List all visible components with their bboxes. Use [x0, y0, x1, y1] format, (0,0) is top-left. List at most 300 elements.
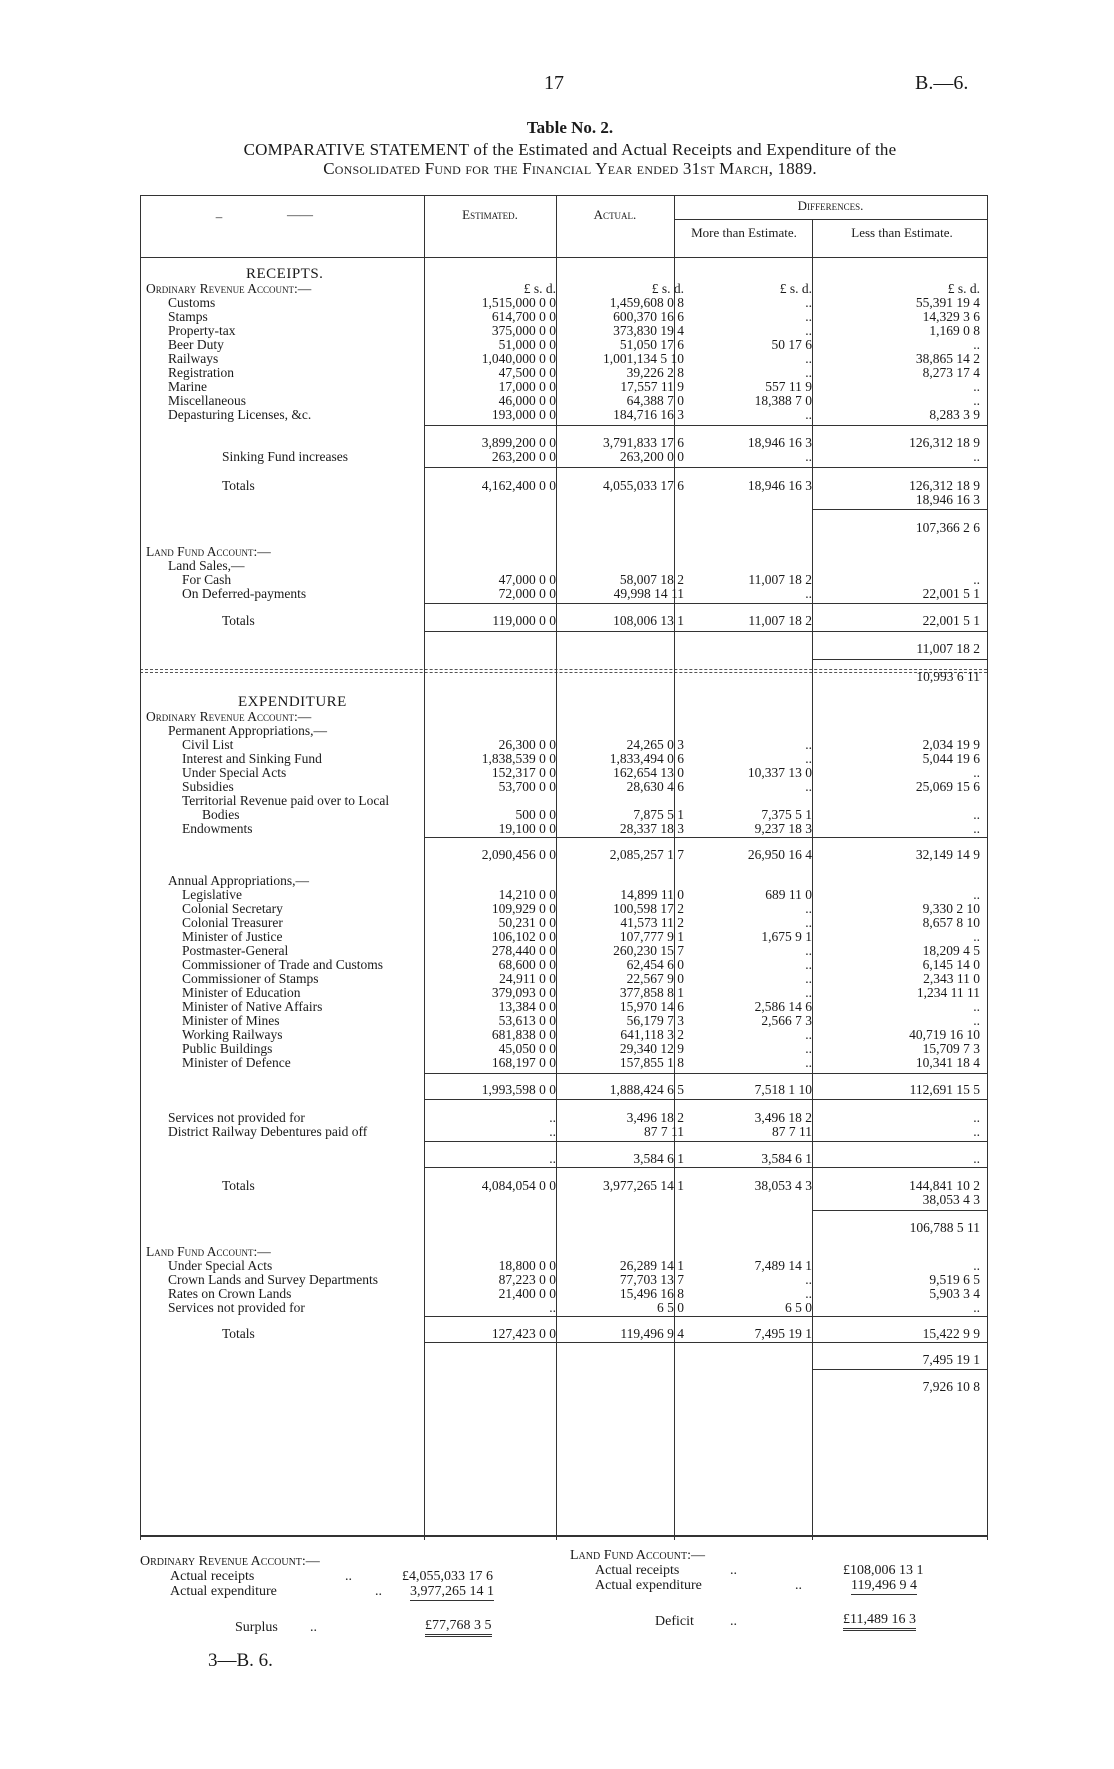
table-row [140, 971, 987, 986]
actual-cell: 6 5 0 [657, 1300, 684, 1315]
estimated-cell: 87,223 0 0 [498, 1272, 556, 1287]
estimated-cell: 46,000 0 0 [498, 393, 556, 408]
summary-ordinary-receipts-label: Actual receipts [170, 1569, 255, 1584]
table-row [140, 1110, 987, 1125]
table-row [140, 737, 987, 752]
rule [424, 1141, 556, 1142]
rule [812, 1167, 987, 1168]
more-cell: .. [805, 295, 812, 310]
rule [674, 425, 812, 426]
more-cell: 9,237 18 3 [754, 821, 812, 836]
table-row [140, 478, 987, 493]
header-actual: Actual. [593, 207, 637, 222]
less-cell: .. [973, 1300, 980, 1315]
table-row [140, 985, 987, 1000]
more-cell: 7,518 1 10 [754, 1082, 812, 1097]
table-row [140, 821, 987, 836]
estimated-cell: 24,911 0 0 [499, 971, 556, 986]
less-cell: 126,312 18 9 [909, 478, 980, 493]
row-label: Minister of Defence [182, 1055, 291, 1070]
estimated-cell: 4,162,400 0 0 [481, 478, 556, 493]
actual-cell: 22,567 9 0 [626, 971, 684, 986]
actual-cell: 377,858 8 1 [619, 985, 684, 1000]
table-row [140, 709, 987, 724]
estimated-cell: 278,440 0 0 [491, 943, 556, 958]
table-row [140, 847, 987, 862]
table-row [140, 1379, 987, 1394]
less-cell: .. [973, 449, 980, 464]
more-cell: 557 11 9 [765, 379, 812, 394]
estimated-cell: 1,515,000 0 0 [481, 295, 556, 310]
more-cell: 11,007 18 2 [748, 572, 812, 587]
more-cell: .. [805, 323, 812, 338]
more-cell: 26,950 16 4 [747, 847, 812, 862]
table-row [140, 544, 987, 559]
actual-cell: 157,855 1 8 [619, 1055, 684, 1070]
more-cell: .. [805, 943, 812, 958]
actual-cell: 15,496 16 8 [619, 1286, 684, 1301]
row-label: Commissioner of Stamps [182, 971, 319, 986]
row-label: Bodies [202, 807, 240, 822]
table-row [140, 929, 987, 944]
estimated-cell: 68,600 0 0 [498, 957, 556, 972]
title-line-2: Consolidated Fund for the Financial Year ended 31st March, 1889. [323, 159, 817, 178]
rule [812, 509, 987, 510]
actual-cell: 3,584 6 1 [633, 1151, 684, 1166]
more-cell: .. [805, 1272, 812, 1287]
summary-dots: .. [345, 1569, 352, 1584]
more-cell: 7,489 14 1 [754, 1258, 812, 1273]
actual-cell: 14,899 11 0 [620, 887, 684, 902]
table-row [140, 572, 987, 587]
actual-cell: 600,370 16 6 [613, 309, 684, 324]
actual-cell: 260,230 15 7 [613, 943, 684, 958]
estimated-cell: 500 0 0 [515, 807, 556, 822]
estimated-cell: 45,050 0 0 [498, 1041, 556, 1056]
actual-cell: 100,598 17 2 [613, 901, 684, 916]
estimated-cell: 1,838,539 0 0 [481, 751, 556, 766]
header-differences: Differences. [797, 198, 864, 213]
row-label: Subsidies [182, 779, 234, 794]
less-cell: 38,053 4 3 [922, 1192, 980, 1207]
more-cell: .. [805, 971, 812, 986]
less-cell: .. [973, 1151, 980, 1166]
rule [674, 1073, 812, 1074]
less-cell: 2,034 19 9 [922, 737, 980, 752]
less-cell: .. [973, 379, 980, 394]
estimated-cell: 106,102 0 0 [491, 929, 556, 944]
more-cell: 3,496 18 2 [754, 1110, 812, 1125]
estimated-cell: 379,093 0 0 [491, 985, 556, 1000]
actual-cell: 3,977,265 14 1 [603, 1178, 684, 1193]
more-cell: 18,946 16 3 [747, 478, 812, 493]
more-cell: 10,337 13 0 [747, 765, 812, 780]
actual-cell: 162,654 13 0 [613, 765, 684, 780]
actual-cell: 28,630 4 6 [626, 779, 684, 794]
table-row [140, 915, 987, 930]
estimated-cell: 1,993,598 0 0 [481, 1082, 556, 1097]
more-cell: .. [805, 1286, 812, 1301]
row-label: Civil List [182, 737, 234, 752]
summary-dots: .. [730, 1614, 737, 1629]
less-cell: 40,719 16 10 [909, 1027, 980, 1042]
actual-cell: 77,703 13 7 [619, 1272, 684, 1287]
less-cell: 22,001 5 1 [922, 613, 980, 628]
more-cell: 2,586 14 6 [754, 999, 812, 1014]
table-row [140, 1272, 987, 1287]
estimated-cell: 1,040,000 0 0 [481, 351, 556, 366]
table-row [140, 351, 987, 366]
section-heading: RECEIPTS. [246, 266, 324, 282]
less-cell: 14,329 3 6 [922, 309, 980, 324]
rule [424, 425, 556, 426]
rule [674, 1342, 812, 1343]
row-label: Miscellaneous [168, 393, 246, 408]
rule [424, 1316, 556, 1317]
row-label: Crown Lands and Survey Departments [168, 1272, 378, 1287]
table-row [140, 365, 987, 380]
header-estimated: Estimated. [462, 207, 518, 222]
estimated-cell: .. [549, 1110, 556, 1125]
rule [812, 425, 987, 426]
row-label: Services not provided for [168, 1300, 305, 1315]
estimated-cell: £ s. d. [523, 281, 556, 296]
more-cell: 2,566 7 3 [761, 1013, 812, 1028]
table-row [140, 1220, 987, 1235]
estimated-cell: 2,090,456 0 0 [481, 847, 556, 862]
row-label: Totals [222, 613, 255, 628]
summary-land-expenditure: 119,496 9 4 [851, 1578, 917, 1593]
estimated-cell: 72,000 0 0 [498, 586, 556, 601]
rule [424, 1099, 556, 1100]
less-cell: .. [973, 393, 980, 408]
actual-cell: £ s. d. [651, 281, 684, 296]
less-cell: 106,788 5 11 [909, 1220, 980, 1235]
rule [424, 1167, 556, 1168]
footer-reference: 3—B. 6. [208, 1650, 273, 1671]
header-dash: – [215, 209, 223, 224]
table-row [140, 887, 987, 902]
rule [812, 631, 987, 632]
table-row [140, 1151, 987, 1166]
row-label: Ordinary Revenue Account:— [146, 709, 312, 724]
actual-cell: 2,085,257 1 7 [609, 847, 684, 862]
estimated-cell: .. [549, 1151, 556, 1166]
row-label: Minister of Education [182, 985, 301, 1000]
actual-cell: 39,226 2 8 [626, 365, 684, 380]
rule [556, 1342, 674, 1343]
actual-cell: 62,454 6 0 [626, 957, 684, 972]
table-row [140, 641, 987, 656]
rule [812, 467, 987, 468]
table-row [140, 407, 987, 422]
row-label: Ordinary Revenue Account:— [146, 281, 312, 296]
more-cell: .. [805, 1027, 812, 1042]
rule [812, 1210, 987, 1211]
more-cell: .. [805, 586, 812, 601]
rule [812, 1316, 987, 1317]
table-row [140, 695, 987, 710]
table-row [140, 379, 987, 394]
actual-cell: 28,337 18 3 [619, 821, 684, 836]
row-label: On Deferred-payments [182, 586, 307, 601]
table-row [140, 943, 987, 958]
row-label: Rates on Crown Lands [168, 1286, 292, 1301]
row-label: Registration [168, 365, 234, 380]
less-cell: 5,044 19 6 [922, 751, 980, 766]
more-cell: 689 11 0 [765, 887, 812, 902]
actual-cell: 107,777 9 1 [619, 929, 684, 944]
estimated-cell: 263,200 0 0 [491, 449, 556, 464]
rule [674, 467, 812, 468]
table-row [140, 765, 987, 780]
table-row [140, 779, 987, 794]
less-cell: 8,283 3 9 [929, 407, 980, 422]
actual-cell: 1,888,424 6 5 [609, 1082, 684, 1097]
less-cell: 15,709 7 3 [922, 1041, 980, 1056]
more-cell: .. [805, 1041, 812, 1056]
row-label: Totals [222, 478, 255, 493]
actual-cell: 58,007 18 2 [619, 572, 684, 587]
section-heading: EXPENDITURE [238, 694, 347, 710]
estimated-cell: 17,000 0 0 [498, 379, 556, 394]
rule [556, 1141, 674, 1142]
actual-cell: 1,001,134 5 10 [603, 351, 684, 366]
row-label: Totals [222, 1326, 255, 1341]
table-row [140, 1352, 987, 1367]
less-cell: 9,519 6 5 [929, 1272, 980, 1287]
rule [424, 603, 556, 604]
row-label: Permanent Appropriations,— [168, 723, 327, 738]
rule [424, 837, 556, 838]
table-row [140, 309, 987, 324]
estimated-cell: 47,500 0 0 [498, 365, 556, 380]
actual-cell: 29,340 12 9 [619, 1041, 684, 1056]
actual-cell: 87 7 11 [644, 1124, 684, 1139]
table-row [140, 393, 987, 408]
rule [556, 603, 674, 604]
less-cell: 18,209 4 5 [922, 943, 980, 958]
row-label: Totals [222, 1178, 255, 1193]
table-row [140, 613, 987, 628]
actual-cell: 108,006 13 1 [613, 613, 684, 628]
actual-cell: 7,875 5 1 [633, 807, 684, 822]
actual-cell: 17,557 11 9 [620, 379, 684, 394]
actual-cell: 26,289 14 1 [619, 1258, 684, 1273]
rule [812, 837, 987, 838]
rule [674, 837, 812, 838]
more-cell: .. [805, 365, 812, 380]
less-cell: 25,069 15 6 [915, 779, 980, 794]
more-cell: 6 5 0 [785, 1300, 812, 1315]
row-label: Commissioner of Trade and Customs [182, 957, 384, 972]
row-label: Land Sales,— [168, 558, 245, 573]
summary-surplus: £77,768 3 5 [425, 1618, 492, 1637]
row-label: Working Railways [182, 1027, 283, 1042]
estimated-cell: 13,384 0 0 [498, 999, 556, 1014]
actual-cell: 3,496 18 2 [626, 1110, 684, 1125]
rule [424, 1342, 556, 1343]
estimated-cell: 53,613 0 0 [498, 1013, 556, 1028]
more-cell: 18,946 16 3 [747, 435, 812, 450]
more-cell: .. [805, 351, 812, 366]
rule [674, 603, 812, 604]
less-cell: 10,341 18 4 [915, 1055, 980, 1070]
row-label: Beer Duty [168, 337, 224, 352]
rule [812, 1073, 987, 1074]
rule [812, 1099, 987, 1100]
row-label: Legislative [182, 887, 242, 902]
summary-ordinary-expenditure-label: Actual expenditure [170, 1584, 277, 1599]
table-row [140, 751, 987, 766]
row-label: Sinking Fund increases [222, 449, 348, 464]
estimated-cell: 3,899,200 0 0 [481, 435, 556, 450]
actual-cell: 64,388 7 0 [626, 393, 684, 408]
estimated-cell: 21,400 0 0 [498, 1286, 556, 1301]
row-label: Customs [168, 295, 216, 310]
estimated-cell: .. [549, 1300, 556, 1315]
more-cell: .. [805, 985, 812, 1000]
table-row [140, 1286, 987, 1301]
table-row [140, 901, 987, 916]
rule [674, 1141, 812, 1142]
table-row [140, 873, 987, 888]
rule [812, 659, 987, 660]
rule [812, 603, 987, 604]
row-label: Minister of Justice [182, 929, 283, 944]
table-title: Table No. 2. [526, 118, 614, 137]
less-cell: 112,691 15 5 [909, 1082, 980, 1097]
table-row [140, 999, 987, 1014]
table-row [140, 1124, 987, 1139]
more-cell: 7,495 19 1 [754, 1326, 812, 1341]
actual-cell: 641,118 3 2 [620, 1027, 684, 1042]
estimated-cell: 19,100 0 0 [498, 821, 556, 836]
table-row [140, 793, 987, 808]
rule [556, 1316, 674, 1317]
summary-deficit-label: Deficit [655, 1614, 694, 1629]
summary-ordinary-expenditure: 3,977,265 14 1 [410, 1584, 494, 1599]
table-row [140, 449, 987, 464]
title-block [120, 118, 1020, 178]
actual-cell: 24,265 0 3 [626, 737, 684, 752]
row-label: Colonial Treasurer [182, 915, 283, 930]
rule [424, 467, 556, 468]
less-cell: 7,495 19 1 [922, 1352, 980, 1367]
less-cell: 107,366 2 6 [915, 520, 980, 535]
row-label: Services not provided for [168, 1110, 305, 1125]
row-label: District Railway Debentures paid off [168, 1124, 368, 1139]
table-row [140, 807, 987, 822]
estimated-cell: 152,317 0 0 [491, 765, 556, 780]
table-row [140, 295, 987, 310]
estimated-cell: 50,231 0 0 [498, 915, 556, 930]
rule [674, 1167, 812, 1168]
more-cell: 87 7 11 [772, 1124, 812, 1139]
row-label: Interest and Sinking Fund [182, 751, 322, 766]
rule [556, 1099, 674, 1100]
actual-cell: 1,833,494 0 6 [609, 751, 684, 766]
less-cell: 15,422 9 9 [922, 1326, 980, 1341]
table-row [140, 1258, 987, 1273]
estimated-cell: 119,000 0 0 [492, 613, 556, 628]
summary-dots: .. [730, 1563, 737, 1578]
less-cell: 22,001 5 1 [922, 586, 980, 601]
table-row [140, 1013, 987, 1028]
less-cell: 1,169 0 8 [929, 323, 980, 338]
rule [556, 1073, 674, 1074]
table-row [140, 723, 987, 738]
table-row [140, 669, 987, 684]
actual-cell: 184,716 16 3 [613, 407, 684, 422]
less-cell: .. [973, 887, 980, 902]
summary-land-receipts: £108,006 13 1 [843, 1563, 924, 1578]
header-less: Less than Estimate. [851, 225, 953, 240]
row-label: Colonial Secretary [182, 901, 283, 916]
page-reference: B.—6. [915, 72, 969, 94]
table-row [140, 1055, 987, 1070]
more-cell: .. [805, 737, 812, 752]
less-cell: 2,343 11 0 [923, 971, 980, 986]
summary-ordinary-receipts: £4,055,033 17 6 [402, 1569, 493, 1584]
estimated-cell: 168,197 0 0 [491, 1055, 556, 1070]
estimated-cell: 18,800 0 0 [498, 1258, 556, 1273]
table-row [140, 492, 987, 507]
summary-ordinary-heading: Ordinary Revenue Account:— [140, 1554, 320, 1569]
less-cell: 55,391 19 4 [915, 295, 980, 310]
more-cell: .. [805, 309, 812, 324]
estimated-cell: 26,300 0 0 [498, 737, 556, 752]
rule [556, 425, 674, 426]
table-row [140, 323, 987, 338]
summary-land-heading: Land Fund Account:— [570, 1548, 706, 1563]
estimated-cell: 14,210 0 0 [498, 887, 556, 902]
less-cell: .. [973, 929, 980, 944]
actual-cell: 373,830 19 4 [613, 323, 684, 338]
more-cell: 11,007 18 2 [748, 613, 812, 628]
row-label: Annual Appropriations,— [168, 873, 309, 888]
actual-cell: 51,050 17 6 [619, 337, 684, 352]
rule [812, 1342, 987, 1343]
actual-cell: 263,200 0 0 [619, 449, 684, 464]
less-cell: .. [973, 1124, 980, 1139]
row-label: Land Fund Account:— [146, 544, 271, 559]
table-row [140, 1192, 987, 1207]
header-rule: —— [287, 207, 313, 222]
rule [674, 1099, 812, 1100]
actual-cell: 41,573 11 2 [620, 915, 684, 930]
less-cell: 144,841 10 2 [909, 1178, 980, 1193]
row-label: Depasturing Licenses, &c. [168, 407, 312, 422]
estimated-cell: 109,929 0 0 [491, 901, 556, 916]
summary-dots: .. [375, 1584, 382, 1599]
more-cell: .. [805, 915, 812, 930]
more-cell: .. [805, 407, 812, 422]
less-cell: .. [973, 337, 980, 352]
rule [556, 467, 674, 468]
less-cell: £ s. d. [947, 281, 980, 296]
estimated-cell: .. [549, 1124, 556, 1139]
comparative-table [140, 195, 987, 1540]
row-label: Land Fund Account:— [146, 1244, 271, 1259]
summary-land-expenditure-label: Actual expenditure [595, 1578, 702, 1593]
summary-land-receipts-label: Actual receipts [595, 1563, 680, 1578]
estimated-cell: 614,700 0 0 [491, 309, 556, 324]
less-cell: 126,312 18 9 [909, 435, 980, 450]
less-cell: 8,273 17 4 [922, 365, 980, 380]
more-cell: .. [805, 1055, 812, 1070]
more-cell: 50 17 6 [771, 337, 812, 352]
